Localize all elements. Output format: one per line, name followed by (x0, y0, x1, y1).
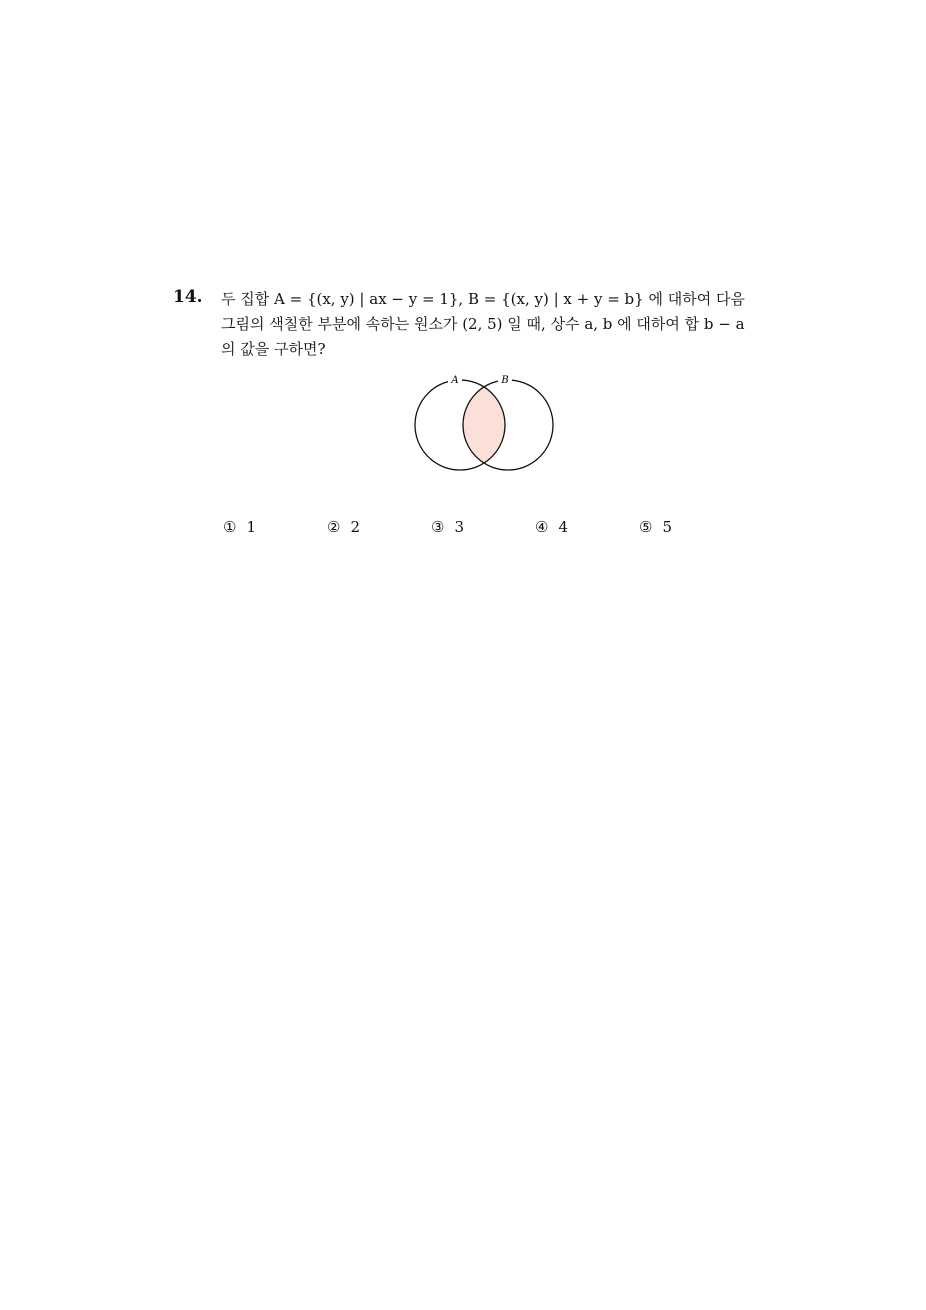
choice-value: 1 (246, 518, 256, 536)
choice-mark: ① (223, 518, 237, 536)
venn-diagram (400, 368, 570, 478)
choice-1[interactable] (223, 518, 327, 536)
problem-number: 14. (173, 287, 203, 307)
choice-value: 2 (350, 518, 360, 536)
venn-label-a: A (451, 375, 459, 386)
choice-2[interactable] (327, 518, 431, 536)
choice-value: 3 (454, 518, 464, 536)
choice-4[interactable] (535, 518, 639, 536)
problem-line: 그림의 색칠한 부분에 속하는 원소가 (2, 5) 일 때, 상수 a, b 에 대하여 합 b − a (221, 315, 745, 333)
problem-line: 두 집합 A = {(x, y) | ax − y = 1}, B = {(x, y) | x + y = b} 에 대하여 다음 (221, 290, 745, 308)
choice-mark: ③ (431, 518, 445, 536)
answer-choices (223, 518, 743, 536)
choice-mark: ⑤ (639, 518, 653, 536)
problem-statement (221, 287, 761, 362)
choice-mark: ② (327, 518, 341, 536)
choice-3[interactable] (431, 518, 535, 536)
choice-value: 5 (662, 518, 672, 536)
venn-label-b: B (501, 375, 509, 386)
choice-mark: ④ (535, 518, 549, 536)
choice-5[interactable] (639, 518, 743, 536)
choice-value: 4 (558, 518, 568, 536)
problem-line: 의 값을 구하면? (221, 340, 326, 358)
